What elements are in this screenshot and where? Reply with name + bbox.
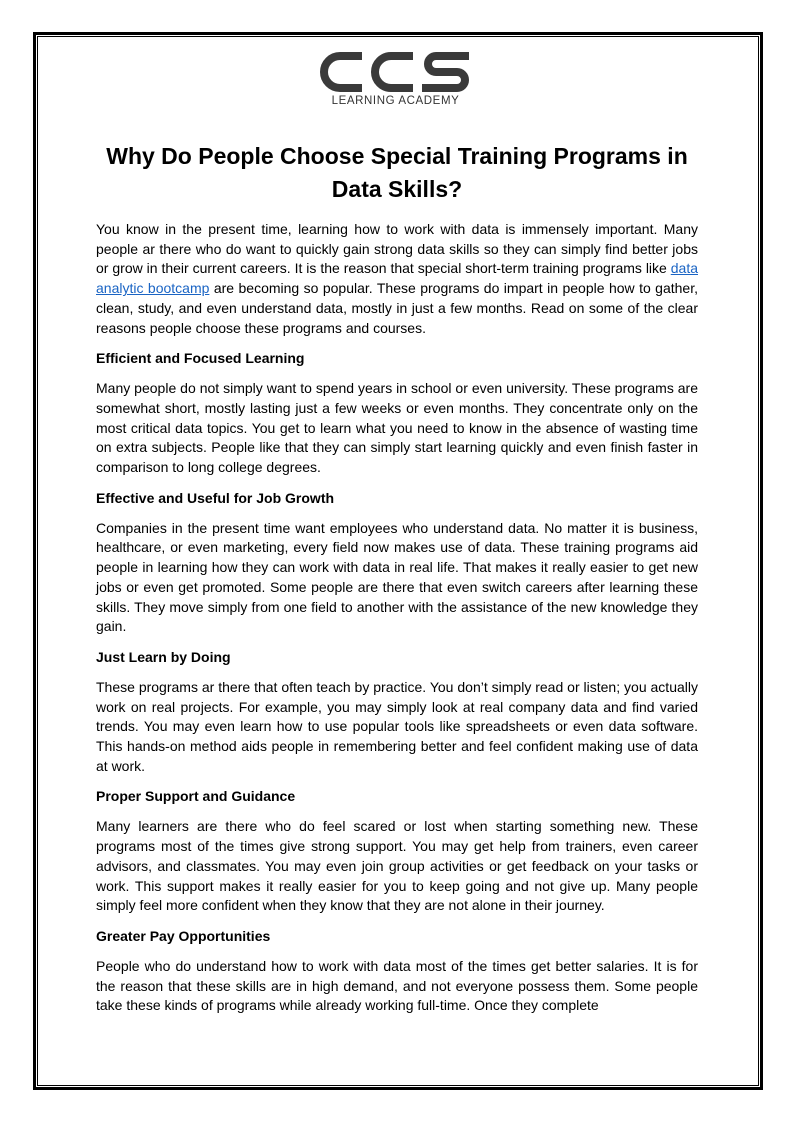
section-paragraph: Many learners are there who do feel scared or lost when starting something new. These programs most of the times give strong support. You may get help from trainers, even career advisors, and classmates. You may even join group activities or get feedback on your tasks or work. This support makes it really easier for you to keep going and not give up. Many people simply feel more confident when they know that they are not alone in their journey.: [96, 818, 698, 914]
page-title: Why Do People Choose Special Training Programs in Data Skills?: [106, 143, 688, 202]
section-heading: Just Learn by Doing: [96, 648, 231, 665]
document-body: [96, 140, 698, 1027]
section-heading: Effective and Useful for Job Growth: [96, 489, 335, 506]
logo-subtitle: LEARNING ACADEMY: [331, 95, 460, 107]
intro-text-after: are becoming so popular. These programs do impart in people how to gather, clean, study, and even understand data, mostly in just a few months. Read on some of the clear reasons people choose these programs and courses.: [96, 280, 698, 336]
section-heading: Efficient and Focused Learning: [96, 350, 305, 367]
intro-text-before: You know in the present time, learning how to work with data is immensely important. Many people ar there who do want to quickly gain strong data skills so they can simply find better jobs or grow in their current careers. It is the reason that special short-term training programs like: [96, 221, 698, 277]
section-heading: Greater Pay Opportunities: [96, 927, 271, 944]
section-heading: Proper Support and Guidance: [96, 788, 296, 805]
ccs-logo: [318, 50, 473, 112]
section-paragraph: People who do understand how to work with data most of the times get better salaries. It is for the reason that these skills are in high demand, and not everyone possess them. Some people take these kinds of programs while already working full-time. Once they complete: [96, 957, 698, 1014]
bootcamp-link[interactable]: data analytic bootcamp: [96, 260, 698, 297]
ccs-logo-mark: [318, 50, 473, 94]
section-paragraph: Companies in the present time want employees who understand data. No matter it is business, healthcare, or even marketing, every field now makes use of data. These training programs aid people in learning how they can work with data in real life. That makes it really easier to get new jobs or even get promoted. Some people are there that even switch careers after learning these skills. They move simply from one field to another with the assistance of the new knowledge they gain.: [96, 519, 698, 635]
intro-paragraph: [96, 220, 698, 338]
section-paragraph: Many people do not simply want to spend years in school or even university. These programs are somewhat short, mostly lasting just a few weeks or even months. They concentrate only on the most critical data topics. You get to learn what you need to know in the absence of wasting time on extra subjects. People like that they can simply start learning quickly and even finish faster in comparison to long college degrees.: [96, 380, 698, 476]
section-paragraph: These programs ar there that often teach by practice. You don’t simply read or listen; you actually work on real projects. For example, you may simply look at real company data and find varied trends. You may even learn how to use popular tools like spreadsheets or even data software. This hands-on method aids people in remembering better and feel confident making use of data at work.: [96, 678, 698, 774]
